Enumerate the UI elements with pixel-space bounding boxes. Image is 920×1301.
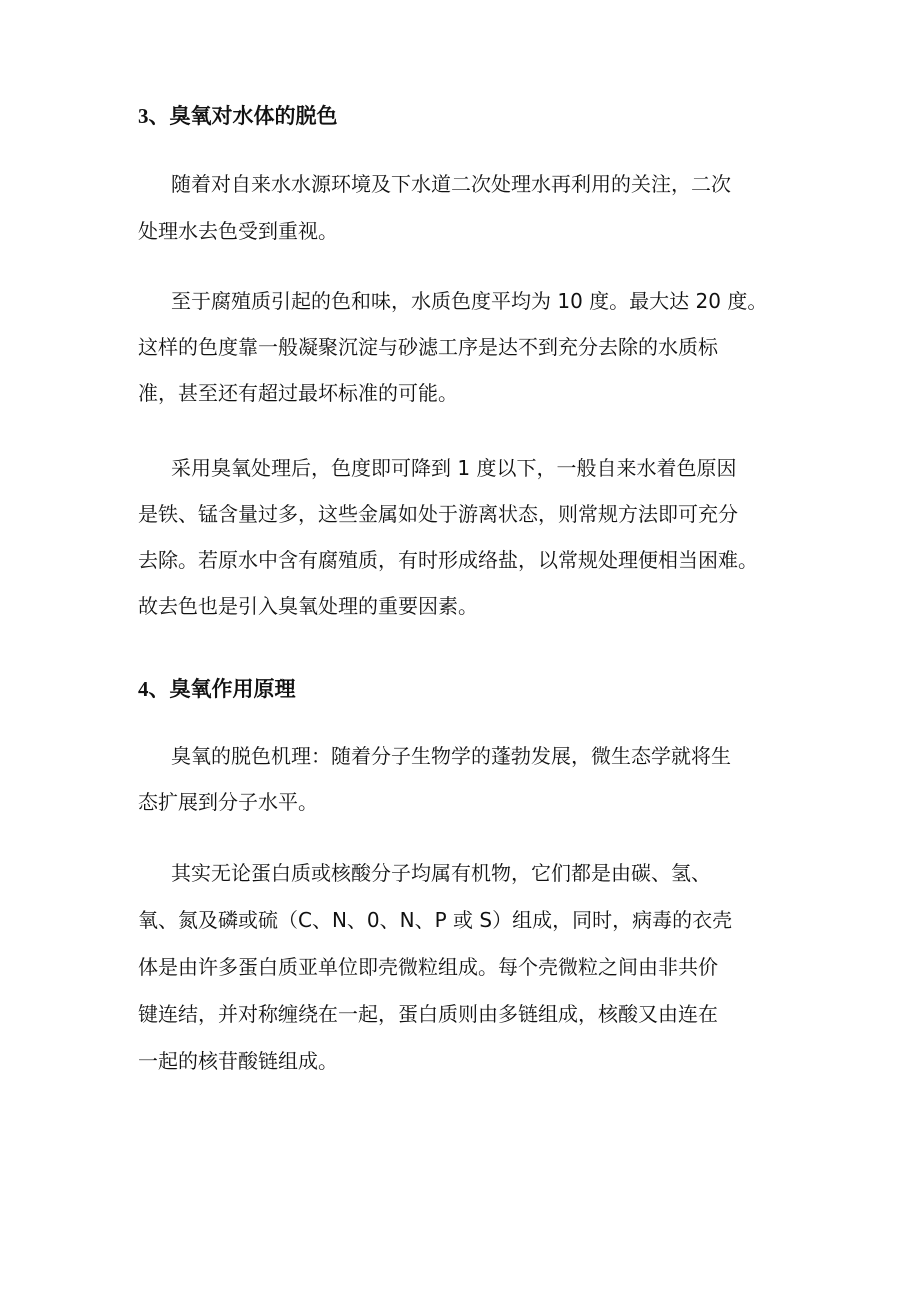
text-line: 准，甚至还有超过最坏标准的可能。 [138, 381, 458, 405]
section-3-heading [138, 101, 338, 131]
text-line: 臭氧的脱色机理：随着分子生物学的蓬勃发展，微生态学就将生 [171, 744, 731, 768]
text-line: 这样的色度靠一般凝聚沉淀与砂滤工序是达不到充分去除的水质标 [138, 335, 718, 359]
section-4-paragraph-1 [138, 741, 798, 817]
section-3-paragraph-2 [138, 286, 798, 408]
text-line: 故去色也是引入臭氧处理的重要因素。 [138, 594, 478, 618]
text-line: 其实无论蛋白质或核酸分子均属有机物，它们都是由碳、氢、 [171, 861, 711, 885]
text-line: 采用臭氧处理后，色度即可降到 1 度以下，一般自来水着色原因 [171, 456, 737, 480]
text-line: 处理水去色受到重视。 [138, 219, 338, 243]
section-4-title: 、臭氧作用原理 [148, 677, 296, 701]
text-line: 随着对自来水水源环境及下水道二次处理水再利用的关注，二次 [171, 172, 731, 196]
section-3-title: 、臭氧对水体的脱色 [148, 104, 338, 128]
section-4-heading [138, 674, 296, 704]
section-3-paragraph-3 [138, 453, 798, 621]
text-line: 体是由许多蛋白质亚单位即壳微粒组成。每个壳微粒之间由非共价 [138, 955, 718, 979]
text-line: 键连结，并对称缠绕在一起，蛋白质则由多链组成，核酸又由连在 [138, 1002, 718, 1026]
section-3-paragraph-1 [138, 169, 798, 246]
text-line: 一起的核苷酸链组成。 [138, 1049, 338, 1073]
text-line: 去除。若原水中含有腐殖质，有时形成络盐，以常规处理便相当困难。 [138, 548, 758, 572]
text-line: 至于腐殖质引起的色和味，水质色度平均为 10 度。最大达 20 度。 [171, 289, 768, 313]
text-line: 态扩展到分子水平。 [138, 790, 318, 814]
section-4-paragraph-2 [138, 858, 798, 1076]
text-line: 是铁、锰含量过多，这些金属如处于游离状态，则常规方法即可充分 [138, 502, 738, 526]
text-line: 氧、氮及磷或硫（C、N、0、N、P 或 S）组成，同时，病毒的衣壳 [138, 908, 733, 932]
section-4-number: 4 [138, 677, 149, 701]
section-3-number: 3 [138, 104, 149, 128]
